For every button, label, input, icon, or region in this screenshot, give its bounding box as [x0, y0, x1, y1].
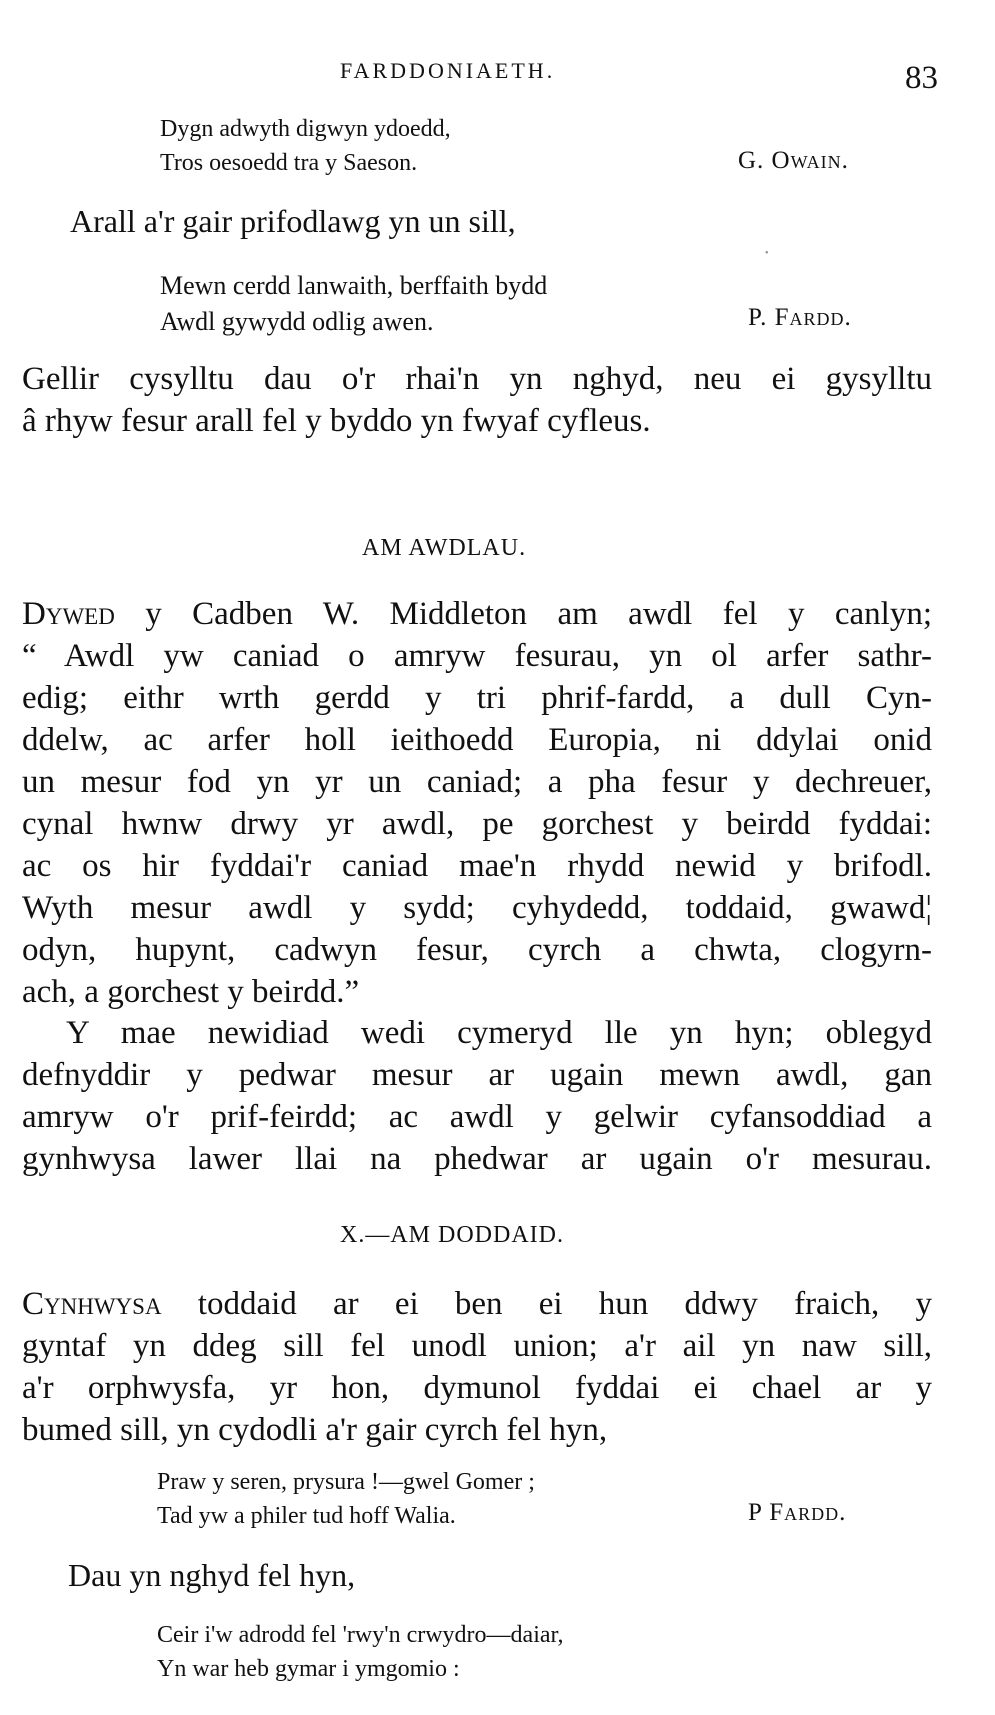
- paragraph-line: Y mae newidiad wedi cymeryd lle yn hyn; oblegyd: [66, 1015, 932, 1051]
- paragraph-line: ddelw, ac arfer holl ieithoedd Europia, ni ddylai onid: [22, 722, 932, 758]
- paragraph-line: [22, 593, 932, 635]
- paragraph: [22, 1283, 932, 1451]
- paragraph-line: gynhwysa lawer llai na phedwar ar ugain o'r mesurau.: [22, 1141, 932, 1177]
- section-heading: AM AWDLAU.: [362, 535, 527, 561]
- paragraph-line-text: toddaid ar ei ben ei hun ddwy fraich, y: [161, 1286, 932, 1322]
- paragraph-line: odyn, hupynt, cadwyn fesur, cyrch a chwta, clogyrn-: [22, 932, 932, 968]
- verse-block: [160, 112, 451, 180]
- running-head: FARDDONIAETH.: [340, 58, 556, 83]
- paragraph-line: ac os hir fyddai'r caniad mae'n rhydd newid y brifodl.: [22, 848, 932, 884]
- verse-line: Tros oesoedd tra y Saeson.: [160, 150, 418, 176]
- paragraph-line: gyntaf yn ddeg sill fel unodl union; a'r ail yn naw sill,: [22, 1328, 932, 1364]
- verse-line: Praw y seren, prysura !—gwel Gomer ;: [157, 1469, 535, 1495]
- lead-word: Dywed: [22, 596, 115, 632]
- attribution: G. Owain.: [738, 147, 849, 174]
- paragraph-line: edig; eithr wrth gerdd y tri phrif-fardd, a dull Cyn-: [22, 680, 932, 716]
- section-heading: X.—AM DODDAID.: [340, 1222, 564, 1248]
- paragraph-line: Gellir cysylltu dau o'r rhai'n yn nghyd, neu ei gysylltu: [22, 361, 932, 397]
- verse-line: Yn war heb gymar i ymgomio :: [157, 1656, 460, 1682]
- paragraph: [22, 1012, 932, 1180]
- paragraph: [22, 358, 932, 442]
- paragraph-line: defnyddir y pedwar mesur ar ugain mewn awdl, gan: [22, 1057, 932, 1093]
- speck-mark: •: [765, 248, 769, 259]
- verse-line: Ceir i'w adrodd fel 'rwy'n crwydro—daiar,: [157, 1622, 564, 1648]
- lead-word: Cynhwysa: [22, 1286, 162, 1322]
- verse-line: Mewn cerdd lanwaith, berffaith bydd: [160, 271, 548, 300]
- paragraph-line: un mesur fod yn yr un caniad; a pha fesur y dechreuer,: [22, 764, 932, 800]
- paragraph-line: cynal hwnw drwy yr awdl, pe gorchest y beirdd fyddai:: [22, 806, 932, 842]
- paragraph-line: bumed sill, yn cydodli a'r gair cyrch fel hyn,: [22, 1412, 608, 1448]
- verse-line: Dygn adwyth digwyn ydoedd,: [160, 116, 451, 142]
- verse-line: Awdl gywydd odlig awen.: [160, 307, 434, 336]
- attribution: P. Fardd.: [748, 304, 852, 331]
- paragraph: Arall a'r gair prifodlawg yn un sill,: [70, 203, 516, 239]
- verse-block: [157, 1618, 564, 1686]
- verse-block: [160, 268, 547, 340]
- paragraph-line: a'r orphwysfa, yr hon, dymunol fyddai ei chael ar y: [22, 1370, 932, 1406]
- paragraph-line: â rhyw fesur arall fel y byddo yn fwyaf cyfleus.: [22, 403, 651, 439]
- paragraph-line: “ Awdl yw caniad o amryw fesurau, yn ol arfer sathr-: [22, 638, 932, 674]
- verse-line: Tad yw a philer tud hoff Walia.: [157, 1503, 456, 1529]
- paragraph: Dau yn nghyd fel hyn,: [68, 1557, 356, 1593]
- verse-block: [157, 1465, 535, 1533]
- paragraph-line: amryw o'r prif-feirdd; ac awdl y gelwir cyfansoddiad a: [22, 1099, 932, 1135]
- page-number: 83: [905, 60, 938, 96]
- paragraph-line: [22, 1283, 932, 1325]
- attribution: P Fardd.: [748, 1499, 847, 1526]
- paragraph-line: Wyth mesur awdl y sydd; cyhydedd, toddaid, gwawd¦: [22, 890, 932, 926]
- paragraph: [22, 593, 932, 1013]
- paragraph-line-text: y Cadben W. Middleton am awdl fel y canlyn;: [114, 596, 932, 632]
- paragraph-line: ach, a gorchest y beirdd.”: [22, 974, 360, 1010]
